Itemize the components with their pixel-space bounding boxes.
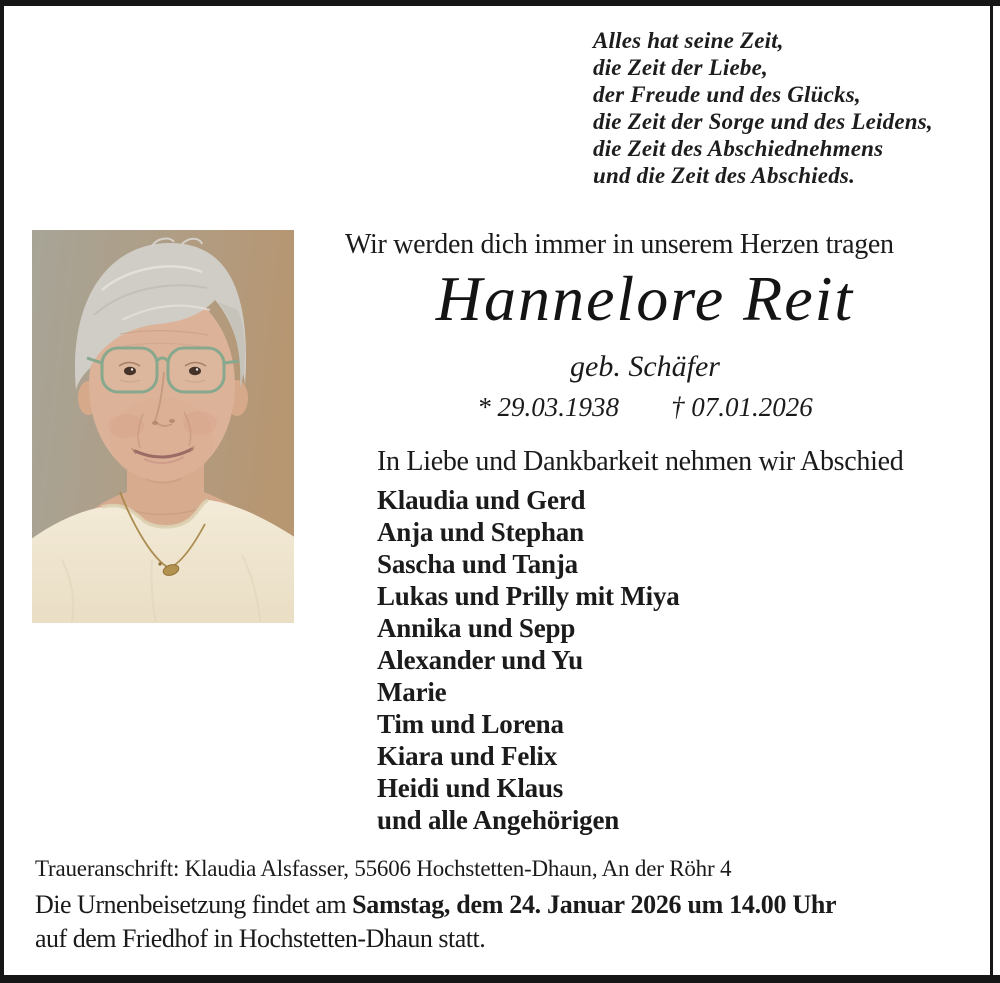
mourner-line: Marie	[377, 677, 447, 707]
funeral-text-prefix: Die Urnenbeisetzung findet am	[35, 890, 353, 919]
poem-block	[593, 27, 973, 189]
mourner-line: Kiara und Felix	[377, 741, 558, 771]
portrait-photo-image	[32, 230, 294, 623]
poem-line: die Zeit der Liebe,	[593, 55, 768, 80]
mourning-address-line: Traueranschrift: Klaudia Alsfasser, 55606 Hochstetten-Dhaun, An der Röhr 4	[35, 856, 732, 881]
mourner-line: und alle Angehörigen	[377, 805, 620, 835]
funeral-info-line-1	[35, 890, 985, 920]
poem-line: die Zeit des Abschiednehmens	[593, 136, 884, 161]
portrait-photo	[32, 230, 294, 623]
poem-line: Alles hat seine Zeit,	[593, 28, 784, 53]
death-date: † 07.01.2026	[671, 392, 813, 422]
mourner-line: Lukas und Prilly mit Miya	[377, 581, 680, 611]
mourner-line: Sascha und Tanja	[377, 549, 578, 579]
farewell-line: In Liebe und Dankbarkeit nehmen wir Abschied	[377, 446, 904, 477]
frame-top-border	[0, 0, 1000, 6]
mourner-line: Alexander und Yu	[377, 645, 583, 675]
deceased-name: Hannelore Reit	[435, 263, 855, 334]
poem-line: die Zeit der Sorge und des Leidens,	[593, 109, 933, 134]
maiden-name: geb. Schäfer	[570, 350, 720, 383]
funeral-info-line-2: auf dem Friedhof in Hochstetten-Dhaun statt.	[35, 924, 486, 953]
frame-right-border	[990, 0, 993, 983]
dedication-line: Wir werden dich immer in unserem Herzen tragen	[345, 229, 894, 260]
mourner-line: Tim und Lorena	[377, 709, 564, 739]
birth-date: * 29.03.1938	[477, 392, 619, 422]
mourner-line: Annika und Sepp	[377, 613, 576, 643]
mourner-line: Klaudia und Gerd	[377, 485, 586, 515]
life-dates	[320, 392, 970, 423]
mourner-line: Heidi und Klaus	[377, 773, 564, 803]
mourner-line: Anja und Stephan	[377, 517, 584, 547]
frame-bottom-border	[0, 975, 1000, 983]
poem-line: der Freude und des Glücks,	[593, 82, 861, 107]
funeral-date-time: Samstag, dem 24. Januar 2026 um 14.00 Uhr	[352, 890, 837, 919]
frame-left-border	[0, 0, 4, 983]
poem-line: und die Zeit des Abschieds.	[593, 163, 856, 188]
mourners-list	[377, 484, 977, 836]
